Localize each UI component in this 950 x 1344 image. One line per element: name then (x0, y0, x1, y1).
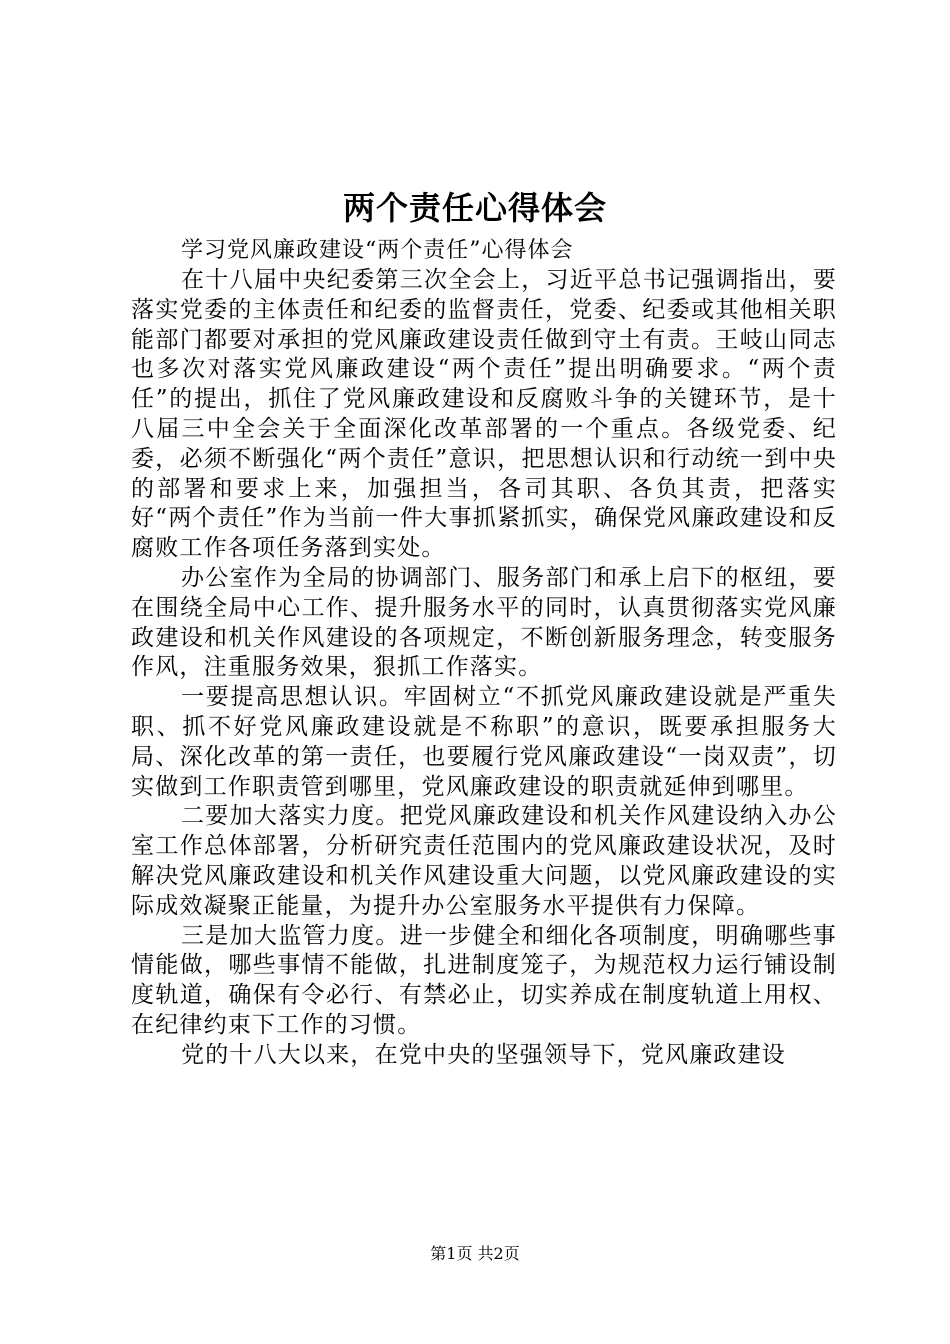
paragraph-5: 三是加大监管力度。进一步健全和细化各项制度，明确哪些事情能做，哪些事情不能做，扎进制度笼子，为规范权力运行铺设制度轨道，确保有令必行、有禁必止，切实养成在制度轨道上用权、在纪律约束下工作的习惯。 (131, 922, 837, 1038)
paragraph-1: 在十八届中央纪委第三次全会上，习近平总书记强调指出，要落实党委的主体责任和纪委的监督责任，党委、纪委或其他相关职能部门都要对承担的党风廉政建设责任做到守土有责。王岐山同志也多次对落实党风廉政建设“两个责任”提出明确要求。“两个责任”的提出，抓住了党风廉政建设和反腐败斗争的关键环节，是十八届三中全会关于全面深化改革部署的一个重点。各级党委、纪委，必须不断强化“两个责任”意识，把思想认识和行动统一到中央的部署和要求上来，加强担当，各司其职、各负其责，把落实好“两个责任”作为当前一件大事抓紧抓实，确保党风廉政建设和反腐败工作各项任务落到实处。 (131, 267, 837, 562)
paragraph-2: 办公室作为全局的协调部门、服务部门和承上启下的枢纽，要在围绕全局中心工作、提升服务水平的同时，认真贯彻落实党风廉政建设和机关作风建设的各项规定，不断创新服务理念，转变服务作风，注重服务效果，狠抓工作落实。 (131, 564, 837, 681)
page-footer: 第1页 共2页 (430, 1244, 520, 1263)
paragraph-6: 党的十八大以来，在党中央的坚强领导下，党风廉政建设 (181, 1041, 786, 1068)
paragraph-3: 一要提高思想认识。牢固树立“不抓党风廉政建设就是严重失职、抓不好党风廉政建设就是不称职”的意识，既要承担服务大局、深化改革的第一责任，也要履行党风廉政建设“一岗双责”，切实做到工作职责管到哪里，党风廉政建设的职责就延伸到哪里。 (131, 684, 837, 800)
document-body (131, 266, 837, 1071)
document-subtitle: 学习党风廉政建设“两个责任”心得体会 (181, 238, 574, 263)
paragraph-4: 二要加大落实力度。把党风廉政建设和机关作风建设纳入办公室工作总体部署，分析研究责任范围内的党风廉政建设状况，及时解决党风廉政建设和机关作风建设重大问题，以党风廉政建设的实际成效凝聚正能量，为提升办公室服务水平提供有力保障。 (131, 803, 837, 919)
document-title: 两个责任心得体会 (342, 189, 607, 227)
